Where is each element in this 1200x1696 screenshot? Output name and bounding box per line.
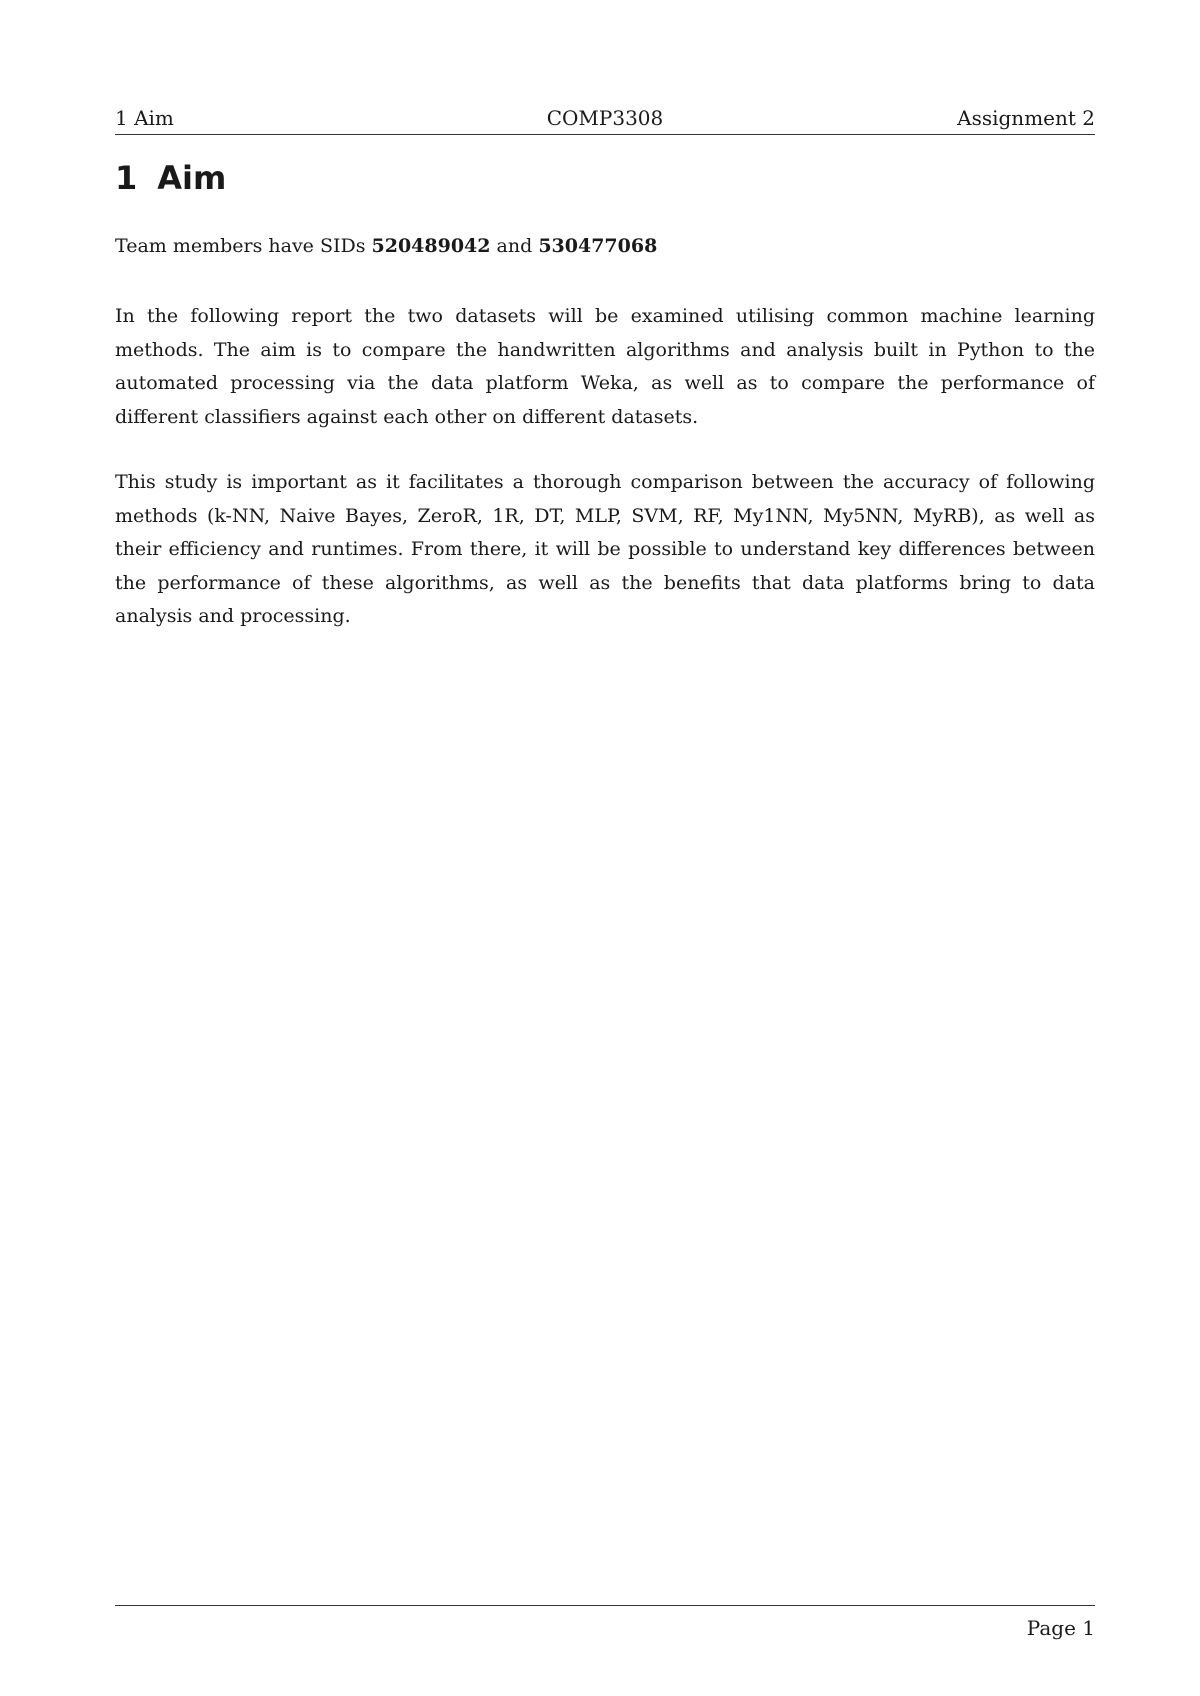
team-conjunction: and [490, 235, 539, 257]
team-prefix: Team members have SIDs [115, 235, 372, 257]
section-number: 1 [115, 159, 138, 197]
paragraph-importance: This study is important as it facilitates a thorough comparison between the accuracy of following methods (k-NN, Naive Bayes, ZeroR, 1R, DT, MLP, SVM, RF, My1NN, My5NN, MyRB), as well as their efficiency and runtimes. From there, it will be possible to understand key differences between the performance of these algorithms, as well as the benefits that data platforms bring to data analysis and processing. [115, 471, 1095, 627]
running-header [115, 100, 1095, 135]
header-section-label: 1 Aim [115, 106, 174, 130]
document-page [115, 0, 1095, 1696]
sid-second: 530477068 [538, 235, 658, 257]
running-footer [115, 1605, 1095, 1640]
sid-first: 520489042 [371, 235, 491, 257]
section-title: Aim [157, 159, 227, 197]
page-number: Page 1 [1026, 1616, 1095, 1640]
header-assignment-label: Assignment 2 [957, 106, 1095, 130]
paragraph-intro: In the following report the two datasets will be examined utilising common machine learning methods. The aim is to compare the handwritten algorithms and analysis built in Python to the automated processing via the data platform Weka, as well as to compare the performance of different classifiers against each other on different datasets. [115, 305, 1095, 428]
section-heading [115, 158, 226, 198]
team-members-line [115, 234, 1095, 258]
header-course-code: COMP3308 [546, 106, 664, 130]
